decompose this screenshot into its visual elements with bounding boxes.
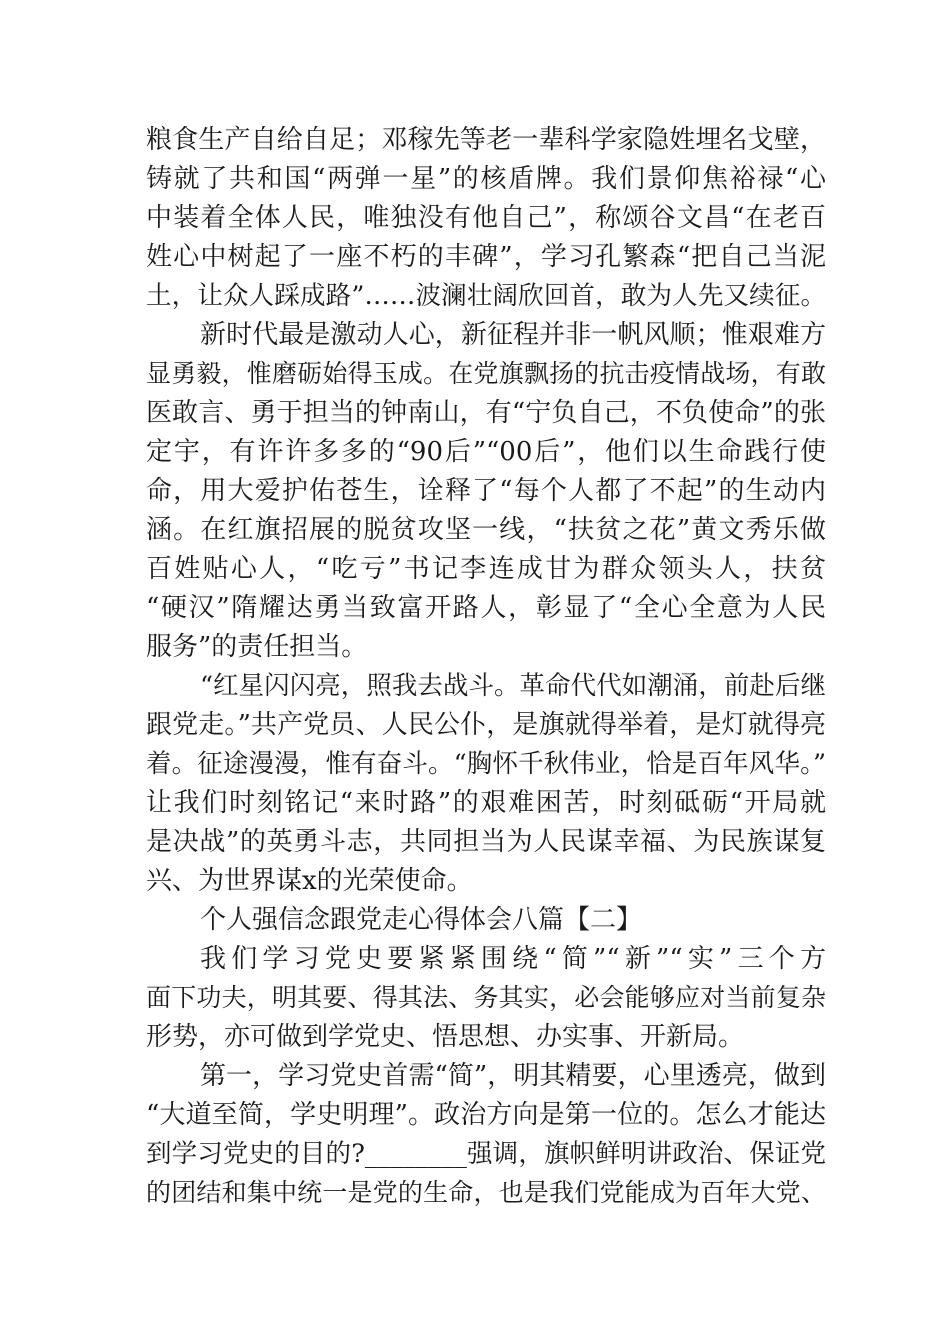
body-text-line: 面下功夫，明其要、得其法、务其实，必会能够应对当前复杂 xyxy=(146,983,826,1012)
body-text-line: 医敢言、勇于担当的钟南山，有“宁负自己，不负使命”的张 xyxy=(146,398,826,428)
body-text-line: 显勇毅，惟磨砺始得玉成。在党旗飘扬的抗击疫情战场，有敢 xyxy=(146,359,826,388)
body-text-line: 百姓贴心人，“吃亏”书记李连成甘为群众领头人，扶贫 xyxy=(146,554,826,584)
body-text-line: 兴、为世界谋x的光荣使命。 xyxy=(146,866,473,896)
body-text-line: 粮食生产自给自足；邓稼先等老一辈科学家隐姓埋名戈壁， xyxy=(146,125,826,155)
paragraph-first-line: “红星闪闪亮，照我去战斗。革命代代如潮涌，前赴后继 xyxy=(200,671,826,701)
body-text-line: 着。征途漫漫，惟有奋斗。“胸怀千秋伟业，恰是百年风华。” xyxy=(146,749,826,779)
body-text-line: 是决战”的英勇斗志，共同担当为人民谋幸福、为民族谋复 xyxy=(146,827,826,857)
body-text-line: 土，让众人踩成路”……波澜壮阔欣回首，敢为人先又续征。 xyxy=(146,281,826,311)
body-text-line: 中装着全体人民，唯独没有他自己”，称颂谷文昌“在老百 xyxy=(146,203,826,233)
paragraph-first-line: 我们学习党史要紧紧围绕“简”“新”“实”三个方 xyxy=(200,944,826,974)
paragraph-first-line: 新时代最是激动人心，新征程并非一帆风顺；惟艰难方 xyxy=(200,320,826,350)
body-text-line: “硬汉”隋耀达勇当致富开路人，彰显了“全心全意为人民 xyxy=(146,593,826,623)
body-text-line: 形势，亦可做到学党史、悟思想、办实事、开新局。 xyxy=(146,1022,745,1052)
body-text-line: 让我们时刻铭记“来时路”的艰难困苦，时刻砥砺“开局就 xyxy=(146,788,826,818)
paragraph-first-line: 第一，学习党史首需“简”，明其精要，心里透亮，做到 xyxy=(200,1061,826,1091)
body-text-line: 定宇，有许许多多的“90后”“00后”，他们以生命践行使 xyxy=(146,437,826,467)
body-text-line: 跟党走。”共产党员、人民公仆，是旗就得举着，是灯就得亮 xyxy=(146,710,826,740)
body-text-line: “大道至简，学史明理”。政治方向是第一位的。怎么才能达 xyxy=(146,1100,826,1130)
section-heading: 个人强信念跟党走心得体会八篇【二】 xyxy=(200,905,643,935)
body-text-line: 命，用大爱护佑苍生，诠释了“每个人都了不起”的生动内 xyxy=(146,476,826,506)
body-text-line: 姓心中树起了一座不朽的丰碑”，学习孔繁森“把自己当泥 xyxy=(146,242,826,272)
body-text-line: 铸就了共和国“两弹一星”的核盾牌。我们景仰焦裕禄“心 xyxy=(146,164,826,194)
body-text-line: 涵。在红旗招展的脱贫攻坚一线，“扶贫之花”黄文秀乐做 xyxy=(146,515,826,545)
body-text-line: 到学习党史的目的?________强调，旗帜鲜明讲政治、保证党 xyxy=(146,1139,826,1169)
body-text-line: 服务”的责任担当。 xyxy=(146,632,368,662)
body-text-line: 的团结和集中统一是党的生命，也是我们党能成为百年大党、 xyxy=(146,1178,826,1207)
